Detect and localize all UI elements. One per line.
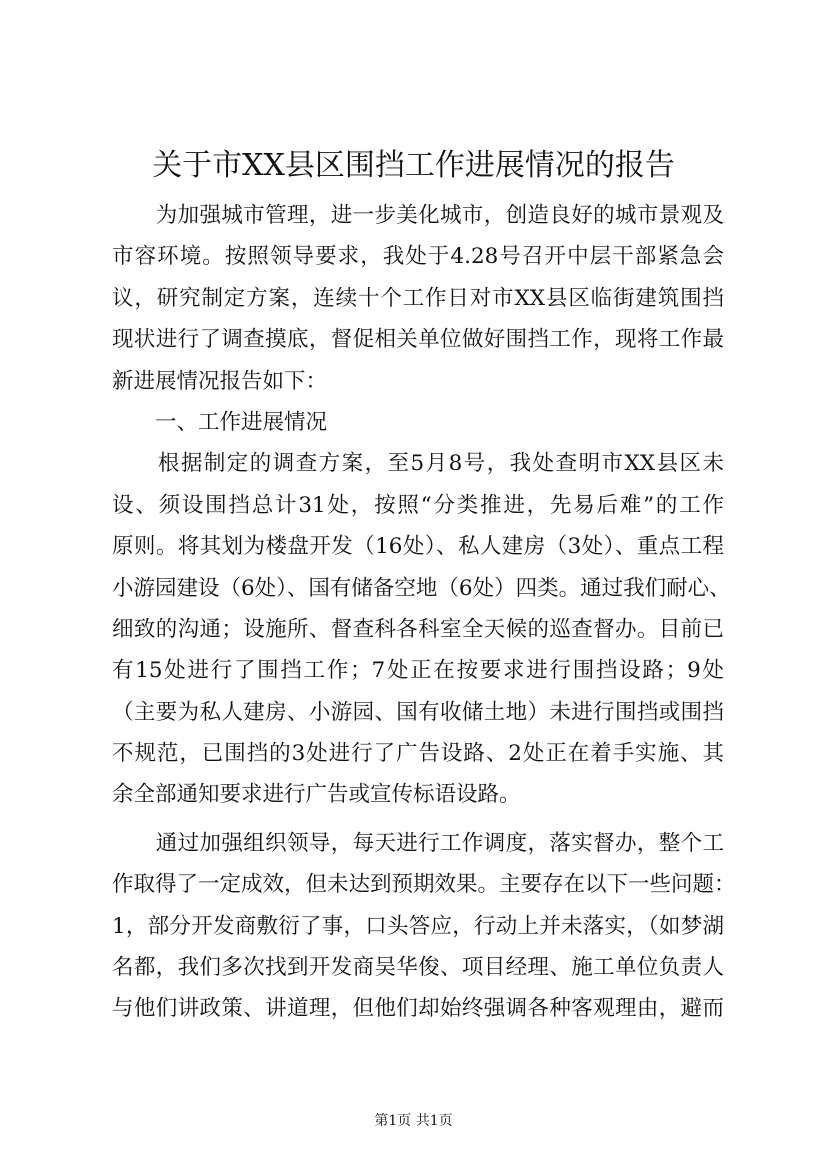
- body-line: 市容环境。按照领导要求，我处于4.28号召开中层干部紧急会: [112, 244, 724, 270]
- body-line: 名都，我们多次找到开发商吴华俊、项目经理、施工单位负责人: [112, 955, 724, 981]
- document-title: 关于市XX县区围挡工作进展情况的报告: [152, 148, 675, 183]
- body-line: 有15处进行了围挡工作；7处正在按要求进行围挡设路；9处: [112, 658, 724, 684]
- page-footer: 第1页 共1页: [374, 1113, 453, 1129]
- body-line: 原则。将其划为楼盘开发（16处）、私人建房（3处）、重点工程: [112, 534, 724, 560]
- body-line: 为加强城市管理，进一步美化城市，创造良好的城市景观及: [112, 203, 724, 228]
- section-heading: 一、工作进展情况: [112, 409, 328, 435]
- body-line: 现状进行了调查摸底，督促相关单位做好围挡工作，现将工作最: [112, 327, 724, 353]
- body-line: 余全部通知要求进行广告或宣传标语设路。: [112, 782, 521, 808]
- body-line: 根据制定的调查方案，至5月8号，我处查明市XX县区未: [112, 451, 724, 477]
- body-line: 细致的沟通；设施所、督查科各科室全天候的巡查督办。目前已: [112, 616, 724, 642]
- document-body: [112, 195, 736, 1030]
- body-line: 与他们讲政策、讲道理，但他们却始终强调各种客观理由，避而: [112, 996, 724, 1022]
- body-line: 小游园建设（6处）、国有储备空地（6处）四类。通过我们耐心、: [112, 575, 731, 601]
- body-line: （主要为私人建房、小游园、国有收储土地）未进行围挡或围挡: [112, 699, 724, 725]
- body-line: 议，研究制定方案，连续十个工作日对市XX县区临街建筑围挡: [112, 285, 724, 311]
- body-line: 1，部分开发商敷衍了事，口头答应，行动上并未落实，（如梦湖: [112, 913, 724, 939]
- body-line: 不规范，已围挡的3处进行了广告设路、2处正在着手实施、其: [112, 741, 724, 767]
- paragraph-gap: [112, 816, 724, 823]
- body-line: 作取得了一定成效，但未达到预期效果。主要存在以下一些问题：: [112, 872, 736, 898]
- body-line: 设、须设围挡总计31处，按照“分类推进，先易后难”的工作: [112, 492, 724, 518]
- body-line: 通过加强组织领导，每天进行工作调度，落实督办，整个工: [112, 830, 724, 856]
- body-line: 新进展情况报告如下：: [112, 368, 328, 394]
